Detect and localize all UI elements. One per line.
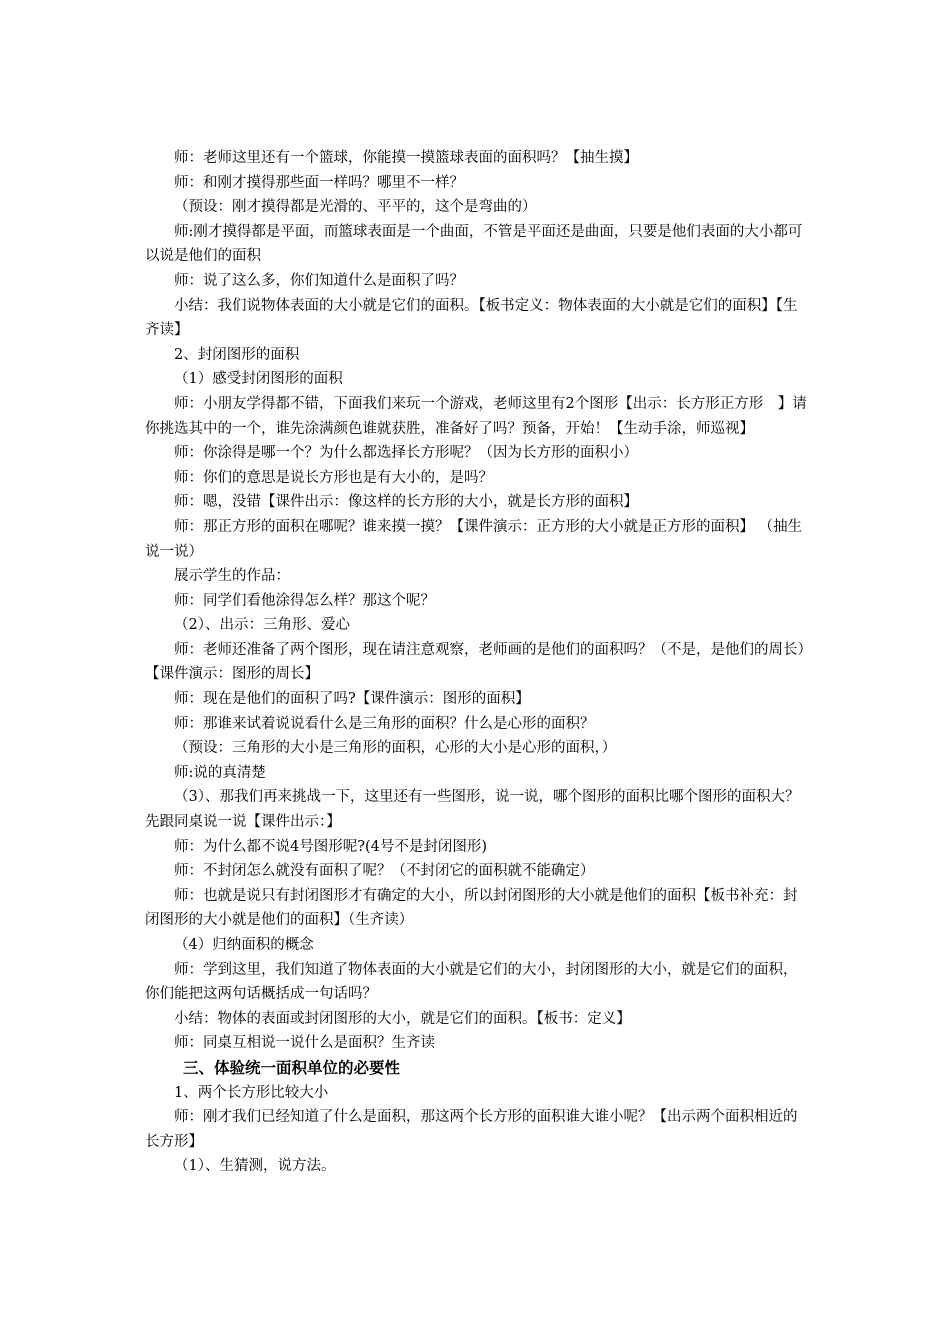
paragraph: 展示学生的作品： [174, 568, 290, 585]
paragraph: 师：那谁来试着说说看什么是三角形的面积？什么是心形的面积？ [174, 715, 595, 732]
subsection-heading: （2）、出示：三角形、爱心 [174, 617, 350, 634]
section-heading: 2、封闭图形的面积 [174, 346, 300, 363]
paragraph: 师:刚才摸得都是平面，而篮球表面是一个曲面，不管是平面还是曲面，只要是他们表面的大小都可以说是他们的面积 [145, 223, 803, 265]
paragraph: 小结：物体的表面或封闭图形的大小，就是它们的面积。【板书：定义】 [174, 1010, 631, 1027]
major-heading: 三、体验统一面积单位的必要性 [183, 1058, 401, 1077]
paragraph: 师：你们的意思是说长方形也是有大小的，是吗？ [174, 469, 493, 486]
paragraph: 师：嗯，没错【课件出示：像这样的长方形的大小，就是长方形的面积】 [174, 494, 638, 511]
paragraph: 师:说的真清楚 [174, 764, 266, 781]
paragraph: 师：说了这么多，你们知道什么是面积了吗？ [174, 272, 464, 289]
section-heading: 1、两个长方形比较大小 [174, 1084, 329, 1101]
paragraph: （预设：刚才摸得都是光滑的、平平的，这个是弯曲的） [174, 199, 537, 216]
paragraph: 师：学到这里，我们知道了物体表面的大小就是它们的大小，封闭图形的大小，就是它们的面积，你们能把这两句话概括成一句话吗？ [145, 961, 798, 1003]
paragraph: 师：小朋友学得都不错，下面我们来玩一个游戏，老师这里有2个图形【出示：长方形正方形 】请你挑选其中的一个，谁先涂满颜色谁就获胜，准备好了吗？预备，开始！【生动手涂，师巡视】 [145, 395, 807, 437]
paragraph: 师：老师还准备了两个图形，现在请注意观察，老师画的是他们的面积吗？（不是，是他们的周长）【课件演示：图形的周长】 [145, 641, 805, 683]
paragraph: 师：同桌互相说一说什么是面积？生齐读 [174, 1035, 435, 1052]
paragraph: 小结：我们说物体表面的大小就是它们的面积。【板书定义：物体表面的大小就是它们的面积】【生齐读】 [145, 297, 798, 339]
paragraph: 师：也就是说只有封闭图形才有确定的大小，所以封闭图形的大小就是他们的面积【板书补充：封闭图形的大小就是他们的面积】（生齐读） [145, 887, 798, 929]
paragraph: 师：同学们看他涂得怎么样？那这个呢？ [174, 592, 435, 609]
paragraph: （1）、生猜测，说方法。 [174, 1158, 336, 1175]
paragraph: （预设：三角形的大小是三角形的面积，心形的大小是心形的面积，） [174, 740, 617, 757]
document-body [145, 146, 810, 1179]
subsection-heading: （4）归纳面积的概念 [174, 937, 314, 953]
paragraph: 师：那正方形的面积在哪呢？谁来摸一摸？【课件演示：正方形的大小就是正方形的面积】 （抽生说一说） [145, 518, 803, 560]
paragraph: 师：现在是他们的面积了吗?【课件演示：图形的面积】 [174, 691, 530, 708]
paragraph: 师：刚才我们已经知道了什么是面积，那这两个长方形的面积谁大谁小呢？【出示两个面积相近的长方形】 [145, 1109, 798, 1150]
paragraph: 师：为什么都不说4号图形呢?(4号不是封闭图形) [174, 838, 488, 855]
subsection-heading: （1）感受封闭图形的面积 [174, 371, 343, 388]
paragraph: 师：你涂得是哪一个？为什么都选择长方形呢？（因为长方形的面积小） [174, 445, 638, 462]
paragraph: （3）、那我们再来挑战一下，这里还有一些图形，说一说，哪个图形的面积比哪个图形的面积大？先跟同桌说一说【课件出示：】 [145, 789, 800, 831]
paragraph: 师：不封闭怎么就没有面积了呢？（不封闭它的面积就不能确定） [174, 863, 595, 880]
paragraph: 师：老师这里还有一个篮球，你能摸一摸篮球表面的面积吗？【抽生摸】 [174, 150, 638, 166]
paragraph: 师：和刚才摸得那些面一样吗？哪里不一样？ [174, 174, 464, 191]
